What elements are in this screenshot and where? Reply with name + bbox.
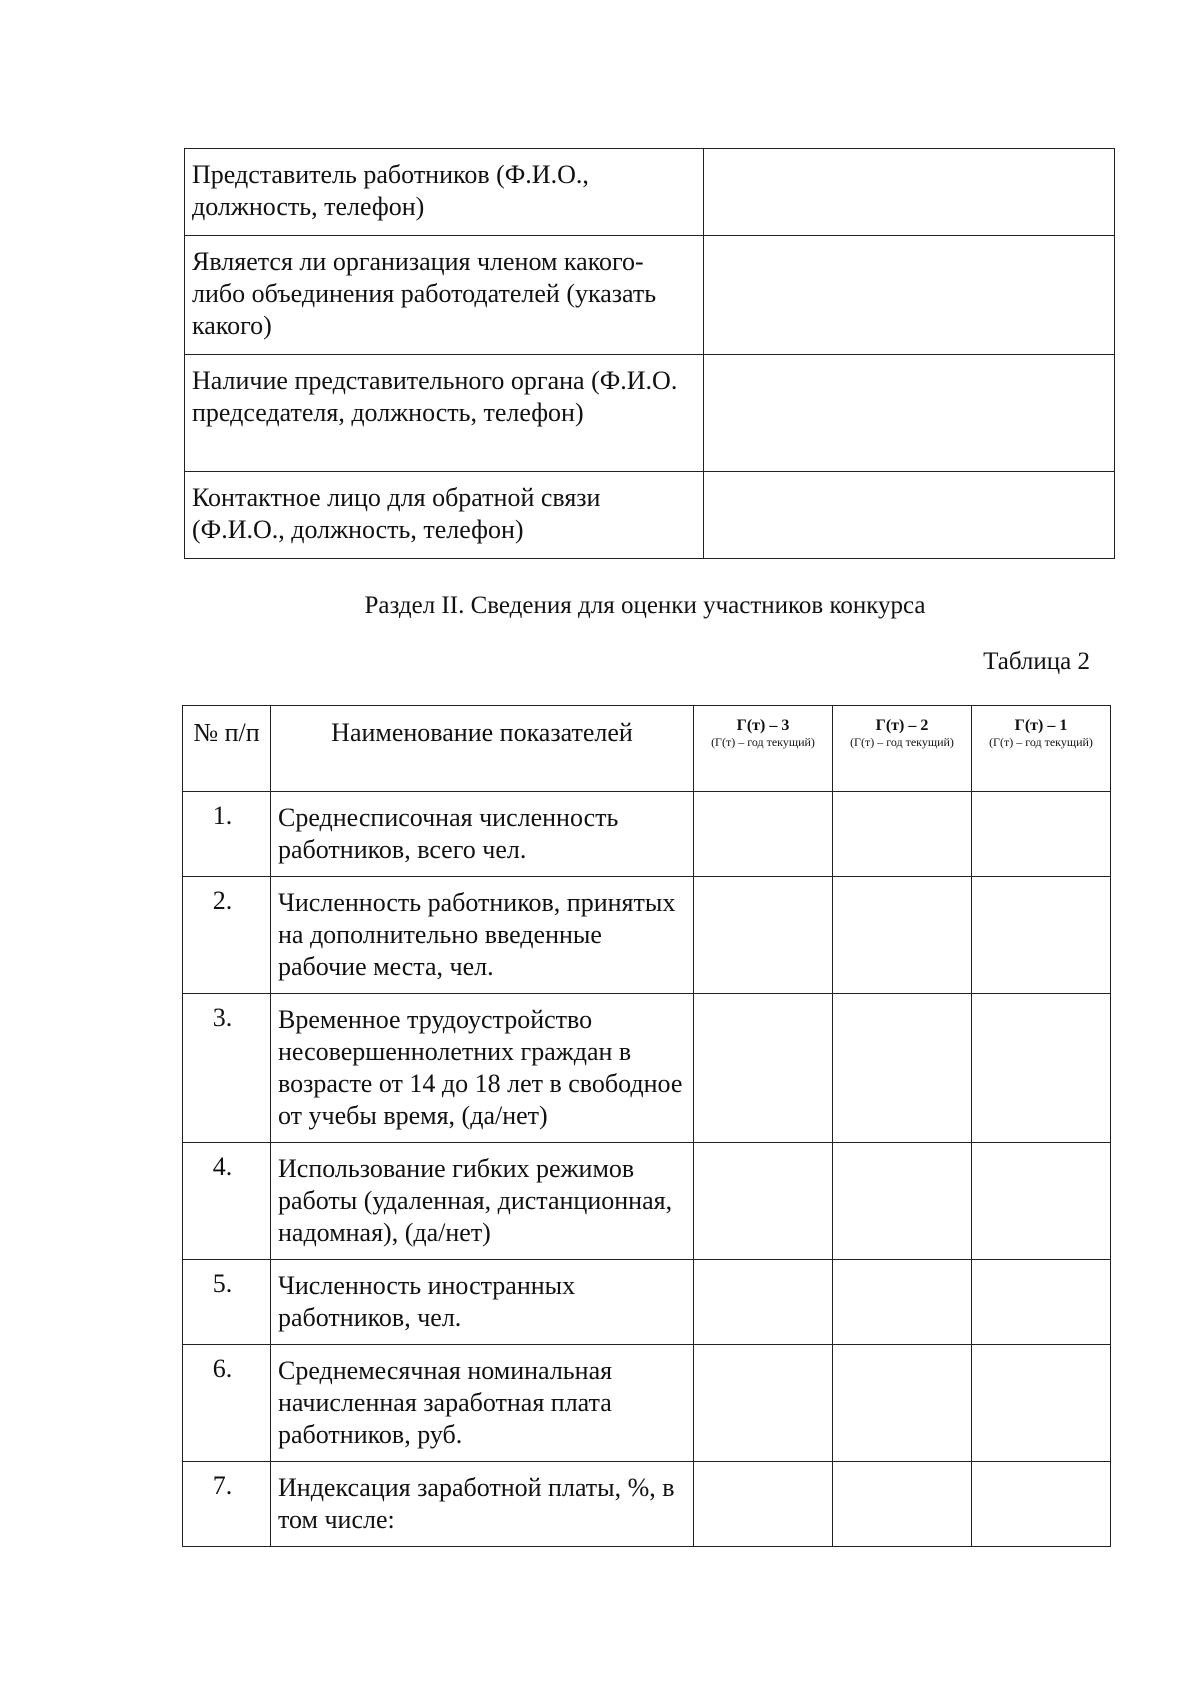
value-cell — [972, 1462, 1111, 1547]
indicator-name: Использование гибких режимов работы (удаленная, дистанционная, надомная), (да/нет) — [271, 1143, 694, 1260]
table-row — [183, 1143, 1111, 1260]
header-year-label: Г(т) – 1 — [1014, 717, 1068, 734]
header-year-note: (Г(т) – год текущий) — [711, 735, 815, 749]
header-year-column — [694, 706, 833, 792]
value-cell — [972, 877, 1111, 994]
value-cell — [694, 877, 833, 994]
value-cell — [833, 792, 972, 877]
table-row — [183, 792, 1111, 877]
value-cell — [833, 1143, 972, 1260]
value-cell — [972, 1143, 1111, 1260]
row-number: 6. — [183, 1345, 271, 1462]
value-cell — [833, 1260, 972, 1345]
header-year-note: (Г(т) – год текущий) — [850, 735, 954, 749]
value-cell — [972, 792, 1111, 877]
header-year-label: Г(т) – 3 — [736, 717, 790, 734]
row-label: Наличие представительного органа (Ф.И.О. председателя, должность, телефон) — [185, 355, 704, 472]
indicator-name: Среднесписочная численность работников, всего чел. — [271, 792, 694, 877]
value-cell — [694, 1260, 833, 1345]
header-year-label: Г(т) – 2 — [875, 717, 929, 734]
table-row — [183, 1345, 1111, 1462]
table-row — [183, 1462, 1111, 1547]
row-number: 3. — [183, 994, 271, 1143]
table-row — [183, 877, 1111, 994]
value-cell — [833, 877, 972, 994]
value-cell — [694, 1345, 833, 1462]
indicator-name: Численность работников, принятых на дополнительно введенные рабочие места, чел. — [271, 877, 694, 994]
table-row — [185, 236, 1115, 355]
row-number: 4. — [183, 1143, 271, 1260]
header-indicator-name: Наименование показателей — [271, 706, 694, 792]
value-cell — [972, 1260, 1111, 1345]
section-title: Раздел II. Сведения для оценки участников конкурса — [364, 592, 926, 619]
row-number: 1. — [183, 792, 271, 877]
row-number: 2. — [183, 877, 271, 994]
value-cell — [972, 994, 1111, 1143]
row-value — [704, 355, 1115, 472]
value-cell — [833, 1462, 972, 1547]
indicators-table — [182, 705, 1111, 1547]
value-cell — [833, 1345, 972, 1462]
row-number: 7. — [183, 1462, 271, 1547]
indicator-name: Временное трудоустройство несовершеннолетних граждан в возрасте от 14 до 18 лет в свободное от учебы время, (да/нет) — [271, 994, 694, 1143]
indicator-name: Индексация заработной платы, %, в том числе: — [271, 1462, 694, 1547]
value-cell — [833, 994, 972, 1143]
value-cell — [694, 994, 833, 1143]
table-row — [185, 149, 1115, 236]
row-value — [704, 236, 1115, 355]
table-row — [185, 355, 1115, 472]
table-caption: Таблица 2 — [983, 648, 1090, 675]
table-row — [185, 472, 1115, 559]
value-cell — [694, 792, 833, 877]
header-year-column — [972, 706, 1111, 792]
row-number: 5. — [183, 1260, 271, 1345]
row-value — [704, 472, 1115, 559]
indicator-name: Численность иностранных работников, чел. — [271, 1260, 694, 1345]
row-label: Является ли организация членом какого-либо объединения работодателей (указать какого) — [185, 236, 704, 355]
header-year-column — [833, 706, 972, 792]
table-header-row — [183, 706, 1111, 792]
table-row — [183, 1260, 1111, 1345]
row-label: Представитель работников (Ф.И.О., должность, телефон) — [185, 149, 704, 236]
header-year-note: (Г(т) – год текущий) — [989, 735, 1093, 749]
row-value — [704, 149, 1115, 236]
value-cell — [972, 1345, 1111, 1462]
value-cell — [694, 1143, 833, 1260]
table-row — [183, 994, 1111, 1143]
organization-info-table — [184, 148, 1115, 559]
indicator-name: Среднемесячная номинальная начисленная заработная плата работников, руб. — [271, 1345, 694, 1462]
row-label: Контактное лицо для обратной связи (Ф.И.О., должность, телефон) — [185, 472, 704, 559]
value-cell — [694, 1462, 833, 1547]
header-number: № п/п — [183, 706, 271, 792]
